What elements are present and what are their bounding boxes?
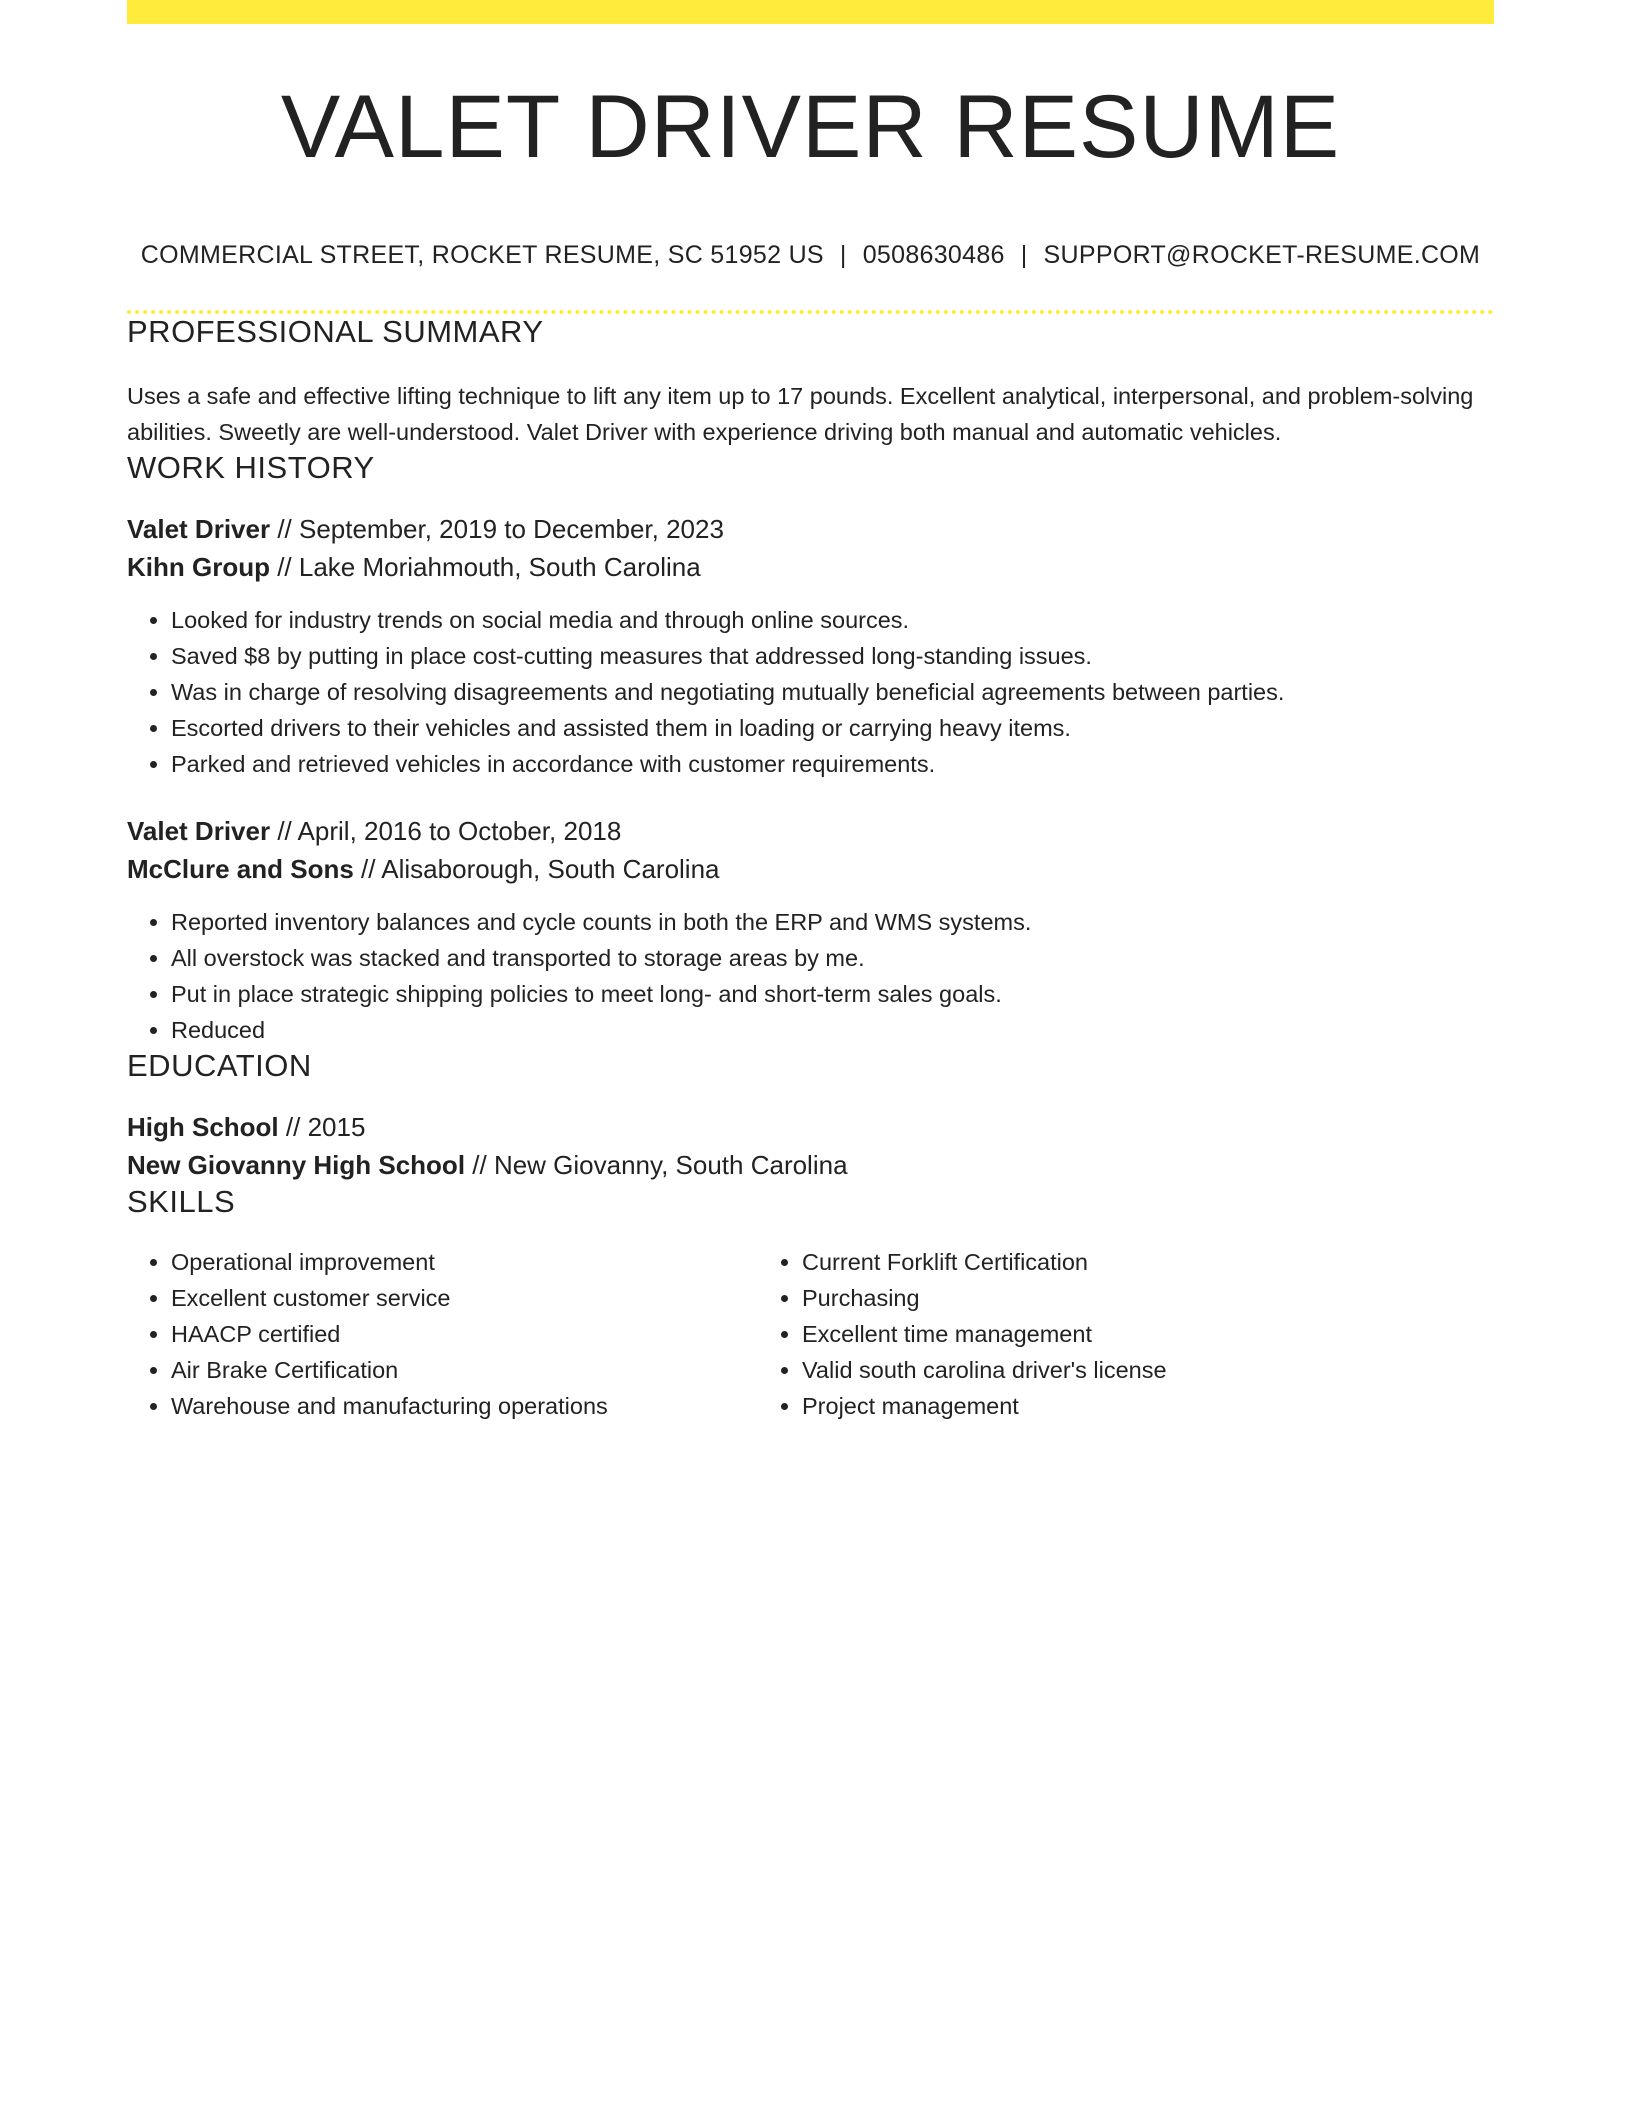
skill-item: • Valid south carolina driver's license <box>802 1352 1494 1388</box>
list-item: • Looked for industry trends on social media and through online sources. <box>171 602 1494 638</box>
degree-line <box>127 1108 1494 1146</box>
job-title-line <box>127 510 1494 548</box>
job-dates: // September, 2019 to December, 2023 <box>270 514 724 544</box>
skill-item: • Excellent time management <box>802 1316 1494 1352</box>
contact-phone: 0508630486 <box>862 241 1005 269</box>
school-location: // New Giovanny, South Carolina <box>465 1150 848 1180</box>
job-title: Valet Driver <box>127 816 271 846</box>
skills-list-left <box>127 1244 758 1424</box>
skills-columns <box>127 1244 1494 1424</box>
school-line <box>127 1146 1494 1184</box>
list-item: • All overstock was stacked and transported to storage areas by me. <box>171 940 1494 976</box>
contact-email: SUPPORT@ROCKET-RESUME.COM <box>1043 241 1481 269</box>
skill-item: • Project management <box>802 1388 1494 1424</box>
work-history-heading: WORK HISTORY <box>127 450 375 485</box>
job-location: // Lake Moriahmouth, South Carolina <box>269 552 701 582</box>
job-title-line <box>127 812 1494 850</box>
job-bullets <box>127 602 1494 782</box>
list-item: • Was in charge of resolving disagreements and negotiating mutually beneficial agreements between parties. <box>171 674 1494 710</box>
job-location: // Alisaborough, South Carolina <box>353 854 720 884</box>
resume-page <box>127 0 1494 1424</box>
skill-item: • HAACP certified <box>171 1316 758 1352</box>
degree-year: // 2015 <box>278 1112 366 1142</box>
job-company: Kihn Group <box>127 552 270 582</box>
accent-top-bar <box>127 0 1494 24</box>
job-bullets <box>127 904 1494 1048</box>
contact-address: COMMERCIAL STREET, ROCKET RESUME, SC 51952 US <box>140 241 824 269</box>
job-entry <box>127 510 1494 782</box>
degree: High School <box>127 1112 279 1142</box>
skill-item: • Operational improvement <box>171 1244 758 1280</box>
resume-title: VALET DRIVER RESUME <box>280 76 1341 176</box>
list-item: • Parked and retrieved vehicles in accordance with customer requirements. <box>171 746 1494 782</box>
job-company-line <box>127 548 1494 586</box>
list-item: • Reduced <box>171 1012 1494 1048</box>
list-item: • Reported inventory balances and cycle counts in both the ERP and WMS systems. <box>171 904 1494 940</box>
skill-item: • Air Brake Certification <box>171 1352 758 1388</box>
skills-heading: SKILLS <box>127 1184 236 1219</box>
contact-line <box>127 241 1494 270</box>
education-entry <box>127 1108 1494 1184</box>
job-company: McClure and Sons <box>127 854 354 884</box>
job-company-line <box>127 850 1494 888</box>
summary-text: Uses a safe and effective lifting technique to lift any item up to 17 pounds. Excellent analytical, interpersonal, and problem-solving abilities. Sweetly are well-understood. Valet Driver with experience driving both manual and automatic vehicles. <box>127 383 1474 445</box>
list-item: • Escorted drivers to their vehicles and assisted them in loading or carrying heavy items. <box>171 710 1494 746</box>
school-name: New Giovanny High School <box>127 1150 466 1180</box>
education-heading: EDUCATION <box>127 1048 312 1083</box>
job-dates: // April, 2016 to October, 2018 <box>270 816 622 846</box>
list-item: • Put in place strategic shipping policies to meet long- and short-term sales goals. <box>171 976 1494 1012</box>
skill-item: • Current Forklift Certification <box>802 1244 1494 1280</box>
skills-list-right <box>758 1244 1494 1424</box>
skill-item: • Warehouse and manufacturing operations <box>171 1388 758 1424</box>
list-item: • Saved $8 by putting in place cost-cutting measures that addressed long-standing issues. <box>171 638 1494 674</box>
summary-heading: PROFESSIONAL SUMMARY <box>127 314 544 349</box>
job-entry <box>127 812 1494 1048</box>
job-title: Valet Driver <box>127 514 271 544</box>
skill-item: • Excellent customer service <box>171 1280 758 1316</box>
skill-item: • Purchasing <box>802 1280 1494 1316</box>
contact-separator: | <box>1020 241 1028 269</box>
contact-separator: | <box>839 241 847 269</box>
